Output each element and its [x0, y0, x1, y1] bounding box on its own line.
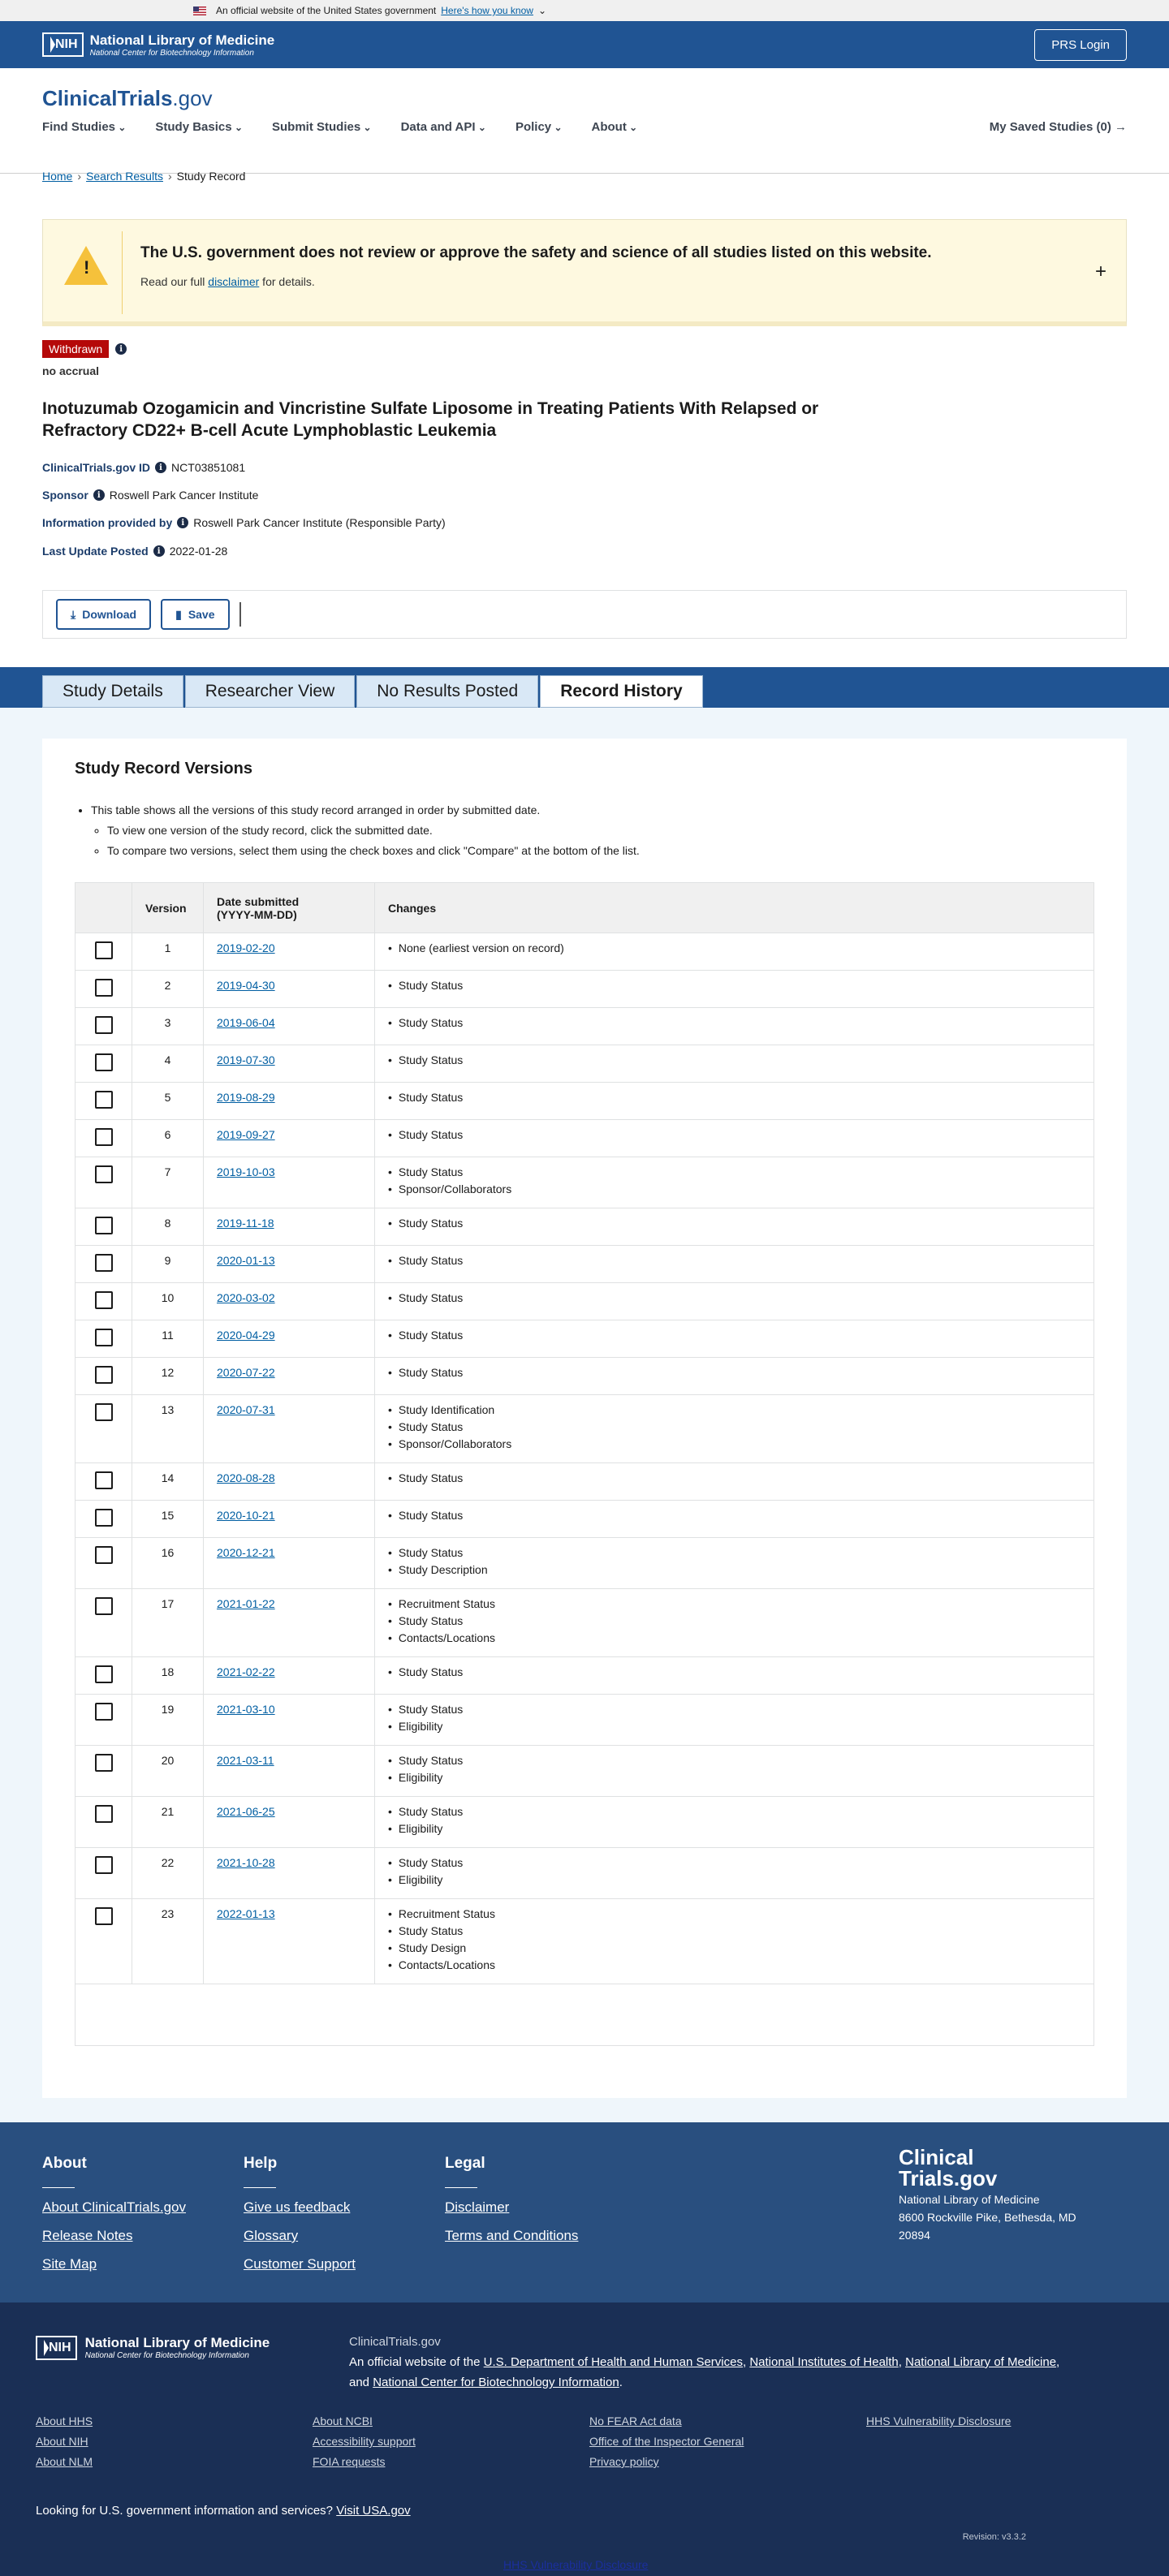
compare-checkbox[interactable]	[95, 1053, 113, 1071]
table-row	[75, 1008, 1094, 1045]
change-item: • Study Description	[388, 1560, 1081, 1580]
table-row	[75, 1501, 1094, 1538]
version-date-link[interactable]: 2020-03-02	[217, 1291, 275, 1304]
version-date-link[interactable]: 2020-12-21	[217, 1546, 275, 1559]
nih-footer-logo[interactable]: NIH National Library of Medicine National Center for Biotechnology Information	[36, 2335, 270, 2360]
version-date-link[interactable]: 2022-01-13	[217, 1907, 275, 1920]
table-row	[75, 1657, 1094, 1695]
nlm-header	[0, 21, 1169, 68]
arrow-right-icon: →	[1115, 120, 1127, 134]
table-row	[75, 1157, 1094, 1208]
version-number: 10	[132, 1283, 204, 1320]
change-item: • Study Status	[388, 1325, 1081, 1346]
version-number: 21	[132, 1797, 204, 1848]
version-number: 19	[132, 1695, 204, 1746]
table-row	[75, 1746, 1094, 1797]
vulnerability-disclosure	[503, 2558, 648, 2571]
footer-link[interactable]: No FEAR Act data	[589, 2414, 682, 2427]
footer-link[interactable]: Accessibility support	[313, 2435, 416, 2448]
compare-checkbox[interactable]	[95, 1128, 113, 1146]
compare-checkbox[interactable]	[95, 1016, 113, 1034]
compare-checkbox[interactable]	[95, 1754, 113, 1772]
version-number: 6	[132, 1120, 204, 1157]
compare-checkbox[interactable]	[95, 979, 113, 997]
usa-gov-link[interactable]: Visit USA.gov	[336, 2504, 411, 2518]
nav-data-and-api[interactable]: Data and API ⌄	[401, 120, 486, 134]
version-number: 5	[132, 1083, 204, 1120]
version-date-link[interactable]: 2019-10-03	[217, 1165, 275, 1178]
breadcrumb	[42, 170, 245, 183]
ncbi-link[interactable]: National Center for Biotechnology Information	[373, 2376, 619, 2389]
version-date-link[interactable]: 2020-10-21	[217, 1509, 275, 1522]
my-saved-studies-link[interactable]: My Saved Studies (0) →	[989, 120, 1127, 134]
status-row	[42, 340, 127, 358]
version-number: 3	[132, 1008, 204, 1045]
nlm-footer	[0, 2302, 1169, 2576]
sponsor-value: Roswell Park Cancer Institute	[109, 489, 259, 502]
clinicaltrials-logo[interactable]: ClinicalTrials.gov	[42, 86, 213, 110]
nav-about[interactable]: About ⌄	[592, 120, 638, 134]
version-date-link[interactable]: 2019-02-20	[217, 941, 275, 954]
sponsor-row: Sponsor i Roswell Park Cancer Institute	[42, 489, 259, 502]
version-date-link[interactable]: 2021-06-25	[217, 1805, 275, 1818]
nih-logo-icon: NIH	[36, 2336, 77, 2360]
compare-checkbox[interactable]	[95, 1254, 113, 1272]
version-date-link[interactable]: 2021-01-22	[217, 1597, 275, 1610]
compare-checkbox[interactable]	[95, 1471, 113, 1489]
version-date-link[interactable]: 2020-07-22	[217, 1366, 275, 1379]
change-item: • Study Status	[388, 1125, 1081, 1145]
change-item: • Study Status	[388, 1699, 1081, 1720]
compare-checkbox[interactable]	[95, 1366, 113, 1384]
status-badge: Withdrawn	[42, 340, 109, 358]
change-item: • Study Design	[388, 1938, 1081, 1958]
footer-link[interactable]: Customer Support	[244, 2256, 356, 2272]
version-number: 8	[132, 1208, 204, 1246]
gov-banner	[0, 0, 1169, 21]
change-item: • Study Status	[388, 1013, 1081, 1033]
version-number: 22	[132, 1848, 204, 1899]
footer-link[interactable]: FOIA requests	[313, 2455, 386, 2468]
main-nav	[42, 120, 637, 134]
compare-checkbox[interactable]	[95, 1091, 113, 1109]
table-row	[75, 1120, 1094, 1157]
compare-checkbox[interactable]	[95, 1403, 113, 1421]
tab-bar	[0, 667, 1169, 708]
heres-how-you-know-link[interactable]: Here's how you know	[441, 5, 533, 16]
table-row	[75, 971, 1094, 1008]
footer-link[interactable]: Terms and Conditions	[445, 2228, 579, 2243]
breadcrumb-search-results[interactable]: Search Results	[86, 170, 163, 183]
table-row	[75, 1358, 1094, 1395]
us-flag-icon	[193, 6, 206, 15]
version-number: 4	[132, 1045, 204, 1083]
table-row	[75, 1395, 1094, 1463]
version-number: 11	[132, 1320, 204, 1358]
table-row	[75, 1463, 1094, 1501]
versions-heading: Study Record Versions	[75, 760, 252, 778]
chevron-right-icon: ›	[167, 170, 172, 183]
info-icon[interactable]: i	[115, 343, 127, 355]
col-version: Version	[132, 883, 204, 933]
change-item: • Contacts/Locations	[388, 1955, 1081, 1975]
footer-help: Help Give us feedback Glossary Customer Support	[244, 2155, 356, 2272]
compare-checkbox[interactable]	[95, 1907, 113, 1925]
download-button[interactable]: ⤓ Download	[56, 599, 151, 630]
change-item: • Study Status	[388, 1288, 1081, 1308]
version-date-link[interactable]: 2019-08-29	[217, 1091, 275, 1104]
nih-logo[interactable]	[42, 32, 274, 58]
tab-record-history[interactable]: Record History	[540, 675, 703, 708]
actions-bar	[42, 590, 1127, 639]
table-row	[75, 1083, 1094, 1120]
change-item: • Study Status	[388, 1662, 1081, 1682]
footer-link[interactable]: About HHS	[36, 2414, 93, 2427]
version-number: 7	[132, 1157, 204, 1208]
footer-link[interactable]: About NCBI	[313, 2414, 373, 2427]
footer-link[interactable]: Release Notes	[42, 2228, 133, 2243]
version-date-link[interactable]: 2021-02-22	[217, 1665, 275, 1678]
change-item: • Sponsor/Collaborators	[388, 1179, 1081, 1200]
change-item: • Study Identification	[388, 1400, 1081, 1420]
nlm-title: National Library of Medicine	[89, 32, 275, 48]
footer-about: About About ClinicalTrials.gov Release Notes Site Map	[42, 2155, 186, 2272]
change-item: • Study Status	[388, 1363, 1081, 1383]
change-item: • Study Status	[388, 1611, 1081, 1631]
chevron-right-icon: ›	[77, 170, 82, 183]
version-date-link[interactable]: 2020-07-31	[217, 1403, 275, 1416]
nav-find-studies[interactable]: Find Studies ⌄	[42, 120, 126, 134]
nav-submit-studies[interactable]: Submit Studies ⌄	[272, 120, 372, 134]
change-item: • Eligibility	[388, 1870, 1081, 1890]
version-number: 20	[132, 1746, 204, 1797]
table-row	[75, 1246, 1094, 1283]
save-button[interactable]: ▮ Save	[161, 599, 229, 630]
nih-logo-icon: NIH	[42, 32, 84, 57]
table-row	[75, 1283, 1094, 1320]
info-icon[interactable]: i	[153, 545, 165, 557]
change-item: • Sponsor/Collaborators	[388, 1434, 1081, 1454]
official-website-text: ClinicalTrials.gov An official website of the U.S. Department of Health and Human Services, National Institutes of Health, National Library of Medicine, and National Center for Biotechnology Information.	[349, 2335, 1060, 2389]
study-id: NCT03851081	[171, 461, 246, 474]
change-item: • Study Status	[388, 1088, 1081, 1108]
table-row	[75, 1045, 1094, 1083]
version-number: 12	[132, 1358, 204, 1395]
footer-link[interactable]: Site Map	[42, 2256, 97, 2272]
footer-link[interactable]: Privacy policy	[589, 2455, 659, 2468]
table-row	[75, 1695, 1094, 1746]
nlm-link[interactable]: National Library of Medicine	[905, 2355, 1057, 2369]
version-date-link[interactable]: 2019-09-27	[217, 1128, 275, 1141]
ncbi-subtitle: National Center for Biotechnology Information	[89, 48, 254, 58]
table-row	[75, 1848, 1094, 1899]
version-date-link[interactable]: 2021-03-11	[217, 1754, 274, 1767]
alert-heading: The U.S. government does not review or approve the safety and science of all studies listed on this website.	[140, 244, 932, 261]
compare-checkbox[interactable]	[95, 1217, 113, 1234]
change-item: • Study Status	[388, 1853, 1081, 1873]
nav-study-basics[interactable]: Study Basics ⌄	[155, 120, 243, 134]
nih-link[interactable]: National Institutes of Health	[749, 2355, 899, 2369]
prs-login-button[interactable]: PRS Login	[1034, 29, 1127, 61]
footer-legal: Legal Disclaimer Terms and Conditions	[445, 2155, 579, 2243]
disclaimer-link[interactable]: disclaimer	[208, 275, 260, 288]
change-item: • None (earliest version on record)	[388, 938, 1081, 958]
info-provided-row: Information provided by i Roswell Park Cancer Institute (Responsible Party)	[42, 516, 446, 529]
version-number: 18	[132, 1657, 204, 1695]
col-changes: Changes	[375, 883, 1094, 933]
footer-link[interactable]: Disclaimer	[445, 2199, 510, 2215]
footer-link[interactable]: About NLM	[36, 2455, 93, 2468]
last-update-row: Last Update Posted i 2022-01-28	[42, 545, 228, 558]
change-item: • Study Status	[388, 1802, 1081, 1822]
change-item: • Eligibility	[388, 1768, 1081, 1788]
change-item: • Study Status	[388, 1162, 1081, 1182]
disclaimer-alert: ! The U.S. government does not review or approve the safety and science of all studies listed on this website. Read our full disclaimer for details. +	[42, 219, 1127, 326]
version-date-link[interactable]: 2021-03-10	[217, 1703, 275, 1716]
change-item: • Study Status	[388, 1506, 1081, 1526]
version-date-link[interactable]: 2021-10-28	[217, 1856, 275, 1869]
status-note: no accrual	[42, 364, 100, 377]
footer-link[interactable]: About ClinicalTrials.gov	[42, 2199, 186, 2215]
compare-checkbox[interactable]	[95, 1703, 113, 1721]
compare-checkbox[interactable]	[95, 1509, 113, 1527]
table-row	[75, 1320, 1094, 1358]
version-number: 16	[132, 1538, 204, 1589]
footer-brand: Clinical Trials.gov National Library of Medicine 8600 Rockville Pike, Bethesda, MD 20894	[899, 2145, 1076, 2242]
revision-text: Revision: v3.3.2	[962, 2532, 1026, 2542]
download-icon: ⤓	[71, 607, 76, 621]
version-number: 15	[132, 1501, 204, 1538]
last-update-value: 2022-01-28	[169, 545, 228, 558]
tab-researcher-view[interactable]: Researcher View	[185, 675, 356, 708]
study-title: Inotuzumab Ozogamicin and Vincristine Sulfate Liposome in Treating Patients With Relapsed or Refractory CD22+ B-cell Acute Lymphoblastic Leukemia	[42, 399, 819, 440]
version-number: 9	[132, 1246, 204, 1283]
tab-study-details[interactable]: Study Details	[42, 675, 183, 708]
version-date-link[interactable]: 2019-11-18	[217, 1217, 274, 1230]
version-date-link[interactable]: 2019-06-04	[217, 1016, 275, 1029]
compare-checkbox[interactable]	[95, 1597, 113, 1615]
version-number: 23	[132, 1899, 204, 1984]
version-date-link[interactable]: 2019-07-30	[217, 1053, 275, 1066]
change-item: • Study Status	[388, 976, 1081, 996]
site-footer	[0, 2122, 1169, 2302]
hhs-link[interactable]: U.S. Department of Health and Human Services	[483, 2355, 743, 2369]
table-row	[75, 1589, 1094, 1657]
site-header	[0, 68, 1169, 174]
compare-checkbox[interactable]	[95, 1546, 113, 1564]
footer-link[interactable]: HHS Vulnerability Disclosure	[866, 2414, 1012, 2427]
change-item: • Study Status	[388, 1751, 1081, 1771]
compare-checkbox[interactable]	[95, 1856, 113, 1874]
breadcrumb-current: Study Record	[176, 170, 246, 183]
change-item: • Recruitment Status	[388, 1594, 1081, 1614]
compare-checkbox[interactable]	[95, 1291, 113, 1309]
version-number: 2	[132, 971, 204, 1008]
compare-checkbox[interactable]	[95, 941, 113, 959]
bookmark-icon: ▮	[175, 607, 182, 621]
change-item: • Study Status	[388, 1251, 1081, 1271]
nav-policy[interactable]: Policy ⌄	[515, 120, 563, 134]
usa-gov-line: Looking for U.S. government information and services? Visit USA.gov	[36, 2504, 411, 2518]
info-icon[interactable]: i	[155, 462, 166, 473]
change-item: • Study Status	[388, 1468, 1081, 1488]
info-provided-value: Roswell Park Cancer Institute (Responsible Party)	[193, 516, 446, 529]
compare-checkbox[interactable]	[95, 1665, 113, 1683]
alert-text: Read our full disclaimer for details.	[140, 275, 315, 288]
version-date-link[interactable]: 2019-04-30	[217, 979, 275, 992]
version-number: 13	[132, 1395, 204, 1463]
study-id-row: ClinicalTrials.gov ID i NCT03851081	[42, 461, 246, 474]
footer-link[interactable]: About NIH	[36, 2435, 88, 2448]
version-date-link[interactable]: 2020-04-29	[217, 1329, 275, 1342]
version-date-link[interactable]: 2020-01-13	[217, 1254, 275, 1267]
breadcrumb-home[interactable]: Home	[42, 170, 73, 183]
change-item: • Study Status	[388, 1417, 1081, 1437]
chevron-down-icon: ⌄	[537, 5, 547, 16]
gov-banner-text: An official website of the United States government	[216, 5, 437, 16]
versions-table	[75, 882, 1094, 2046]
change-item: • Eligibility	[388, 1819, 1081, 1839]
footer-links-grid	[36, 2414, 1110, 2468]
change-item: • Study Status	[388, 1213, 1081, 1234]
change-item: • Recruitment Status	[388, 1904, 1081, 1924]
version-number: 14	[132, 1463, 204, 1501]
table-row	[75, 1208, 1094, 1246]
change-item: • Contacts/Locations	[388, 1628, 1081, 1648]
version-number: 1	[132, 933, 204, 971]
compare-checkbox[interactable]	[95, 1805, 113, 1823]
compare-checkbox[interactable]	[95, 1165, 113, 1183]
footer-link[interactable]: Office of the Inspector General	[589, 2435, 744, 2448]
change-item: • Study Status	[388, 1921, 1081, 1941]
vulnerability-link[interactable]: HHS Vulnerability Disclosure	[503, 2558, 649, 2571]
info-icon[interactable]: i	[93, 489, 105, 501]
table-row	[75, 1797, 1094, 1848]
change-item: • Study Status	[388, 1543, 1081, 1563]
info-icon[interactable]: i	[177, 517, 188, 528]
versions-card	[42, 739, 1127, 2098]
versions-notes: • This table shows all the versions of this study record arranged in order by submitted date. ◦ To view one version of the study record, click the submitted date. ◦ To compare two versions, select them using the check boxes and click "Compare" at the bottom of the list.	[75, 800, 640, 861]
tab-no-results-posted[interactable]: No Results Posted	[356, 675, 538, 708]
compare-checkbox[interactable]	[95, 1329, 113, 1346]
table-row	[75, 933, 1094, 971]
footer-link[interactable]: Glossary	[244, 2228, 299, 2243]
version-number: 17	[132, 1589, 204, 1657]
footer-link[interactable]: Give us feedback	[244, 2199, 351, 2215]
table-row	[75, 1538, 1094, 1589]
change-item: • Study Status	[388, 1050, 1081, 1070]
table-row	[75, 1899, 1094, 1984]
col-date: Date submitted (YYYY-MM-DD)	[204, 883, 375, 933]
version-date-link[interactable]: 2020-08-28	[217, 1471, 275, 1484]
change-item: • Eligibility	[388, 1717, 1081, 1737]
expand-plus-icon[interactable]: +	[1094, 261, 1106, 282]
